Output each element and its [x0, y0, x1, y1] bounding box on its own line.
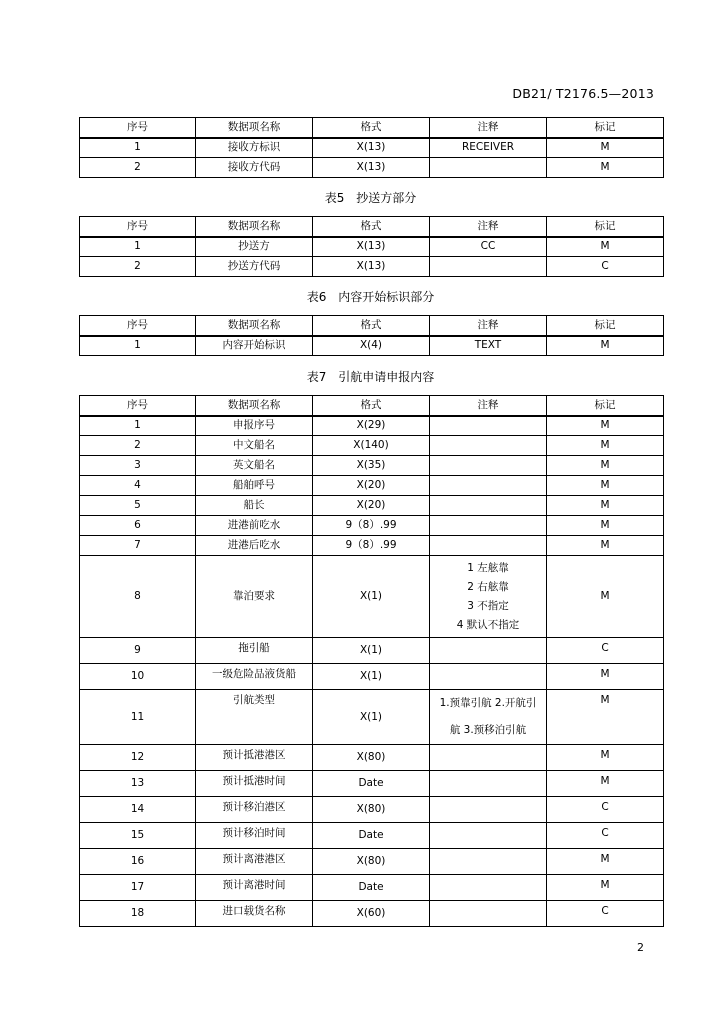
cell-seq: 1 [80, 237, 196, 257]
cell-name: 预计抵港时间 [196, 771, 313, 797]
table-row [80, 901, 664, 927]
cell-seq: 2 [80, 436, 196, 456]
cell-format: X(13) [313, 138, 430, 158]
col-header-note: 注释 [430, 118, 547, 138]
table5-caption-number: 表5 [324, 191, 345, 205]
cell-note [430, 901, 547, 927]
table-row [80, 138, 664, 158]
cell-name: 进口载货名称 [196, 901, 313, 927]
table-receiver [79, 117, 664, 178]
cell-seq: 1 [80, 138, 196, 158]
cell-seq: 15 [80, 823, 196, 849]
cell-note [430, 664, 547, 690]
table-row [80, 664, 664, 690]
table-row [80, 436, 664, 456]
cell-mark: C [547, 638, 664, 664]
cell-note [430, 536, 547, 556]
table-row [80, 875, 664, 901]
note-line: 3 不指定 [467, 599, 509, 612]
col-header-mark: 标记 [547, 396, 664, 416]
cell-format: Date [313, 875, 430, 901]
cell-name: 引航类型 [196, 690, 313, 745]
cell-format: X(29) [313, 416, 430, 436]
cell-note [430, 556, 547, 638]
cell-format: 9（8）.99 [313, 516, 430, 536]
col-header-mark: 标记 [547, 217, 664, 237]
cell-name: 接收方代码 [196, 158, 313, 178]
cell-seq: 9 [80, 638, 196, 664]
table6-caption-number: 表6 [306, 290, 327, 304]
cell-format: X(13) [313, 237, 430, 257]
col-header-seq: 序号 [80, 396, 196, 416]
cell-format: X(80) [313, 797, 430, 823]
cell-note [430, 158, 547, 178]
cell-seq: 4 [80, 476, 196, 496]
table5-caption-title: 抄送方部分 [356, 191, 417, 205]
cell-seq: 18 [80, 901, 196, 927]
cell-name: 拖引船 [196, 638, 313, 664]
cell-mark: M [547, 771, 664, 797]
cell-format: 9（8）.99 [313, 536, 430, 556]
cell-name: 申报序号 [196, 416, 313, 436]
cell-mark: C [547, 823, 664, 849]
col-header-note: 注释 [430, 217, 547, 237]
cell-seq: 3 [80, 456, 196, 476]
cell-format: X(13) [313, 257, 430, 277]
col-header-name: 数据项名称 [196, 118, 313, 138]
col-header-note: 注释 [430, 396, 547, 416]
table-row [80, 237, 664, 257]
col-header-note: 注释 [430, 316, 547, 336]
col-header-seq: 序号 [80, 217, 196, 237]
cell-format: X(1) [313, 638, 430, 664]
cell-mark: C [547, 797, 664, 823]
col-header-seq: 序号 [80, 316, 196, 336]
cell-mark: M [547, 875, 664, 901]
cell-note [430, 516, 547, 536]
cell-format: Date [313, 823, 430, 849]
cell-format: X(1) [313, 690, 430, 745]
col-header-mark: 标记 [547, 118, 664, 138]
cell-name: 接收方标识 [196, 138, 313, 158]
col-header-name: 数据项名称 [196, 316, 313, 336]
col-header-format: 格式 [313, 118, 430, 138]
cell-mark: C [547, 901, 664, 927]
cell-note: CC [430, 237, 547, 257]
cell-mark: C [547, 257, 664, 277]
cell-seq: 2 [80, 158, 196, 178]
table-row [80, 416, 664, 436]
cell-mark: M [547, 336, 664, 356]
table-row [80, 456, 664, 476]
cell-note [430, 456, 547, 476]
cell-seq: 1 [80, 416, 196, 436]
table-row [80, 336, 664, 356]
table-row [80, 257, 664, 277]
cell-note [430, 638, 547, 664]
col-header-format: 格式 [313, 316, 430, 336]
document-code: DB21/ T2176.5—2013 [512, 86, 654, 101]
table-cc [79, 216, 664, 277]
cell-mark: M [547, 496, 664, 516]
table-row [80, 516, 664, 536]
cell-format: X(20) [313, 476, 430, 496]
cell-name: 船长 [196, 496, 313, 516]
cell-mark: M [547, 556, 664, 638]
cell-note [430, 496, 547, 516]
cell-seq: 6 [80, 516, 196, 536]
table-row [80, 797, 664, 823]
cell-note: TEXT [430, 336, 547, 356]
col-header-format: 格式 [313, 396, 430, 416]
cell-name: 预计抵港港区 [196, 745, 313, 771]
cell-mark: M [547, 664, 664, 690]
cell-mark: M [547, 476, 664, 496]
col-header-name: 数据项名称 [196, 217, 313, 237]
table-row [80, 536, 664, 556]
cell-mark: M [547, 456, 664, 476]
cell-format: X(4) [313, 336, 430, 356]
cell-seq: 16 [80, 849, 196, 875]
cell-name: 一级危险品液货船 [196, 664, 313, 690]
cell-seq: 5 [80, 496, 196, 516]
cell-mark: M [547, 138, 664, 158]
page-number: 2 [637, 941, 644, 954]
table7-caption-number: 表7 [306, 370, 327, 384]
cell-note [430, 476, 547, 496]
note-line: 1.预靠引航 2.开航引 [439, 697, 537, 709]
cell-format: X(13) [313, 158, 430, 178]
cell-mark: M [547, 536, 664, 556]
col-header-seq: 序号 [80, 118, 196, 138]
cell-name: 中文船名 [196, 436, 313, 456]
cell-format: Date [313, 771, 430, 797]
cell-mark: M [547, 690, 664, 745]
cell-seq: 14 [80, 797, 196, 823]
cell-note [430, 416, 547, 436]
cell-name: 英文船名 [196, 456, 313, 476]
cell-format: X(80) [313, 745, 430, 771]
cell-mark: M [547, 237, 664, 257]
cell-note: RECEIVER [430, 138, 547, 158]
table-row [80, 690, 664, 745]
cell-note [430, 257, 547, 277]
note-line: 航 3.预移泊引航 [449, 724, 527, 736]
table-row [80, 638, 664, 664]
table5-caption [79, 189, 662, 206]
cell-seq: 11 [80, 690, 196, 745]
col-header-name: 数据项名称 [196, 396, 313, 416]
cell-mark: M [547, 158, 664, 178]
cell-format: X(1) [313, 556, 430, 638]
table-content-start [79, 315, 664, 356]
cell-name: 预计离港时间 [196, 875, 313, 901]
cell-format: X(60) [313, 901, 430, 927]
table-row [80, 496, 664, 516]
table-header-row [80, 217, 664, 237]
cell-note [430, 849, 547, 875]
cell-seq: 2 [80, 257, 196, 277]
col-header-mark: 标记 [547, 316, 664, 336]
cell-name: 进港前吃水 [196, 516, 313, 536]
cell-format: X(20) [313, 496, 430, 516]
cell-seq: 17 [80, 875, 196, 901]
table7-caption [79, 368, 662, 385]
cell-seq: 13 [80, 771, 196, 797]
cell-name: 抄送方 [196, 237, 313, 257]
cell-note [430, 797, 547, 823]
table-header-row [80, 118, 664, 138]
cell-name: 预计离港港区 [196, 849, 313, 875]
cell-seq: 10 [80, 664, 196, 690]
cell-mark: M [547, 516, 664, 536]
cell-seq: 7 [80, 536, 196, 556]
cell-mark: M [547, 436, 664, 456]
cell-name: 抄送方代码 [196, 257, 313, 277]
cell-note [430, 745, 547, 771]
table-row [80, 849, 664, 875]
cell-seq: 8 [80, 556, 196, 638]
cell-note [430, 823, 547, 849]
note-line: 4 默认不指定 [456, 618, 520, 631]
cell-format: X(35) [313, 456, 430, 476]
note-line: 2 右舷靠 [467, 580, 509, 593]
table-row [80, 556, 664, 638]
table6-caption-title: 内容开始标识部分 [338, 290, 435, 304]
cell-mark: M [547, 416, 664, 436]
table6-caption [79, 288, 662, 305]
cell-note [430, 771, 547, 797]
cell-note [430, 690, 547, 745]
col-header-format: 格式 [313, 217, 430, 237]
cell-name: 预计移泊时间 [196, 823, 313, 849]
cell-name: 船舶呼号 [196, 476, 313, 496]
cell-seq: 1 [80, 336, 196, 356]
table-row [80, 823, 664, 849]
cell-name: 进港后吃水 [196, 536, 313, 556]
cell-name: 预计移泊港区 [196, 797, 313, 823]
cell-format: X(140) [313, 436, 430, 456]
table-row [80, 476, 664, 496]
table-header-row [80, 316, 664, 336]
table7-caption-title: 引航申请申报内容 [338, 370, 435, 384]
cell-note [430, 436, 547, 456]
cell-format: X(80) [313, 849, 430, 875]
cell-name: 靠泊要求 [196, 556, 313, 638]
table-row [80, 745, 664, 771]
table-pilotage-application [79, 395, 664, 927]
cell-seq: 12 [80, 745, 196, 771]
cell-mark: M [547, 745, 664, 771]
cell-note [430, 875, 547, 901]
cell-name: 内容开始标识 [196, 336, 313, 356]
table-header-row [80, 396, 664, 416]
table-row [80, 158, 664, 178]
cell-mark: M [547, 849, 664, 875]
cell-format: X(1) [313, 664, 430, 690]
note-line: 1 左舷靠 [467, 561, 509, 574]
table-row [80, 771, 664, 797]
